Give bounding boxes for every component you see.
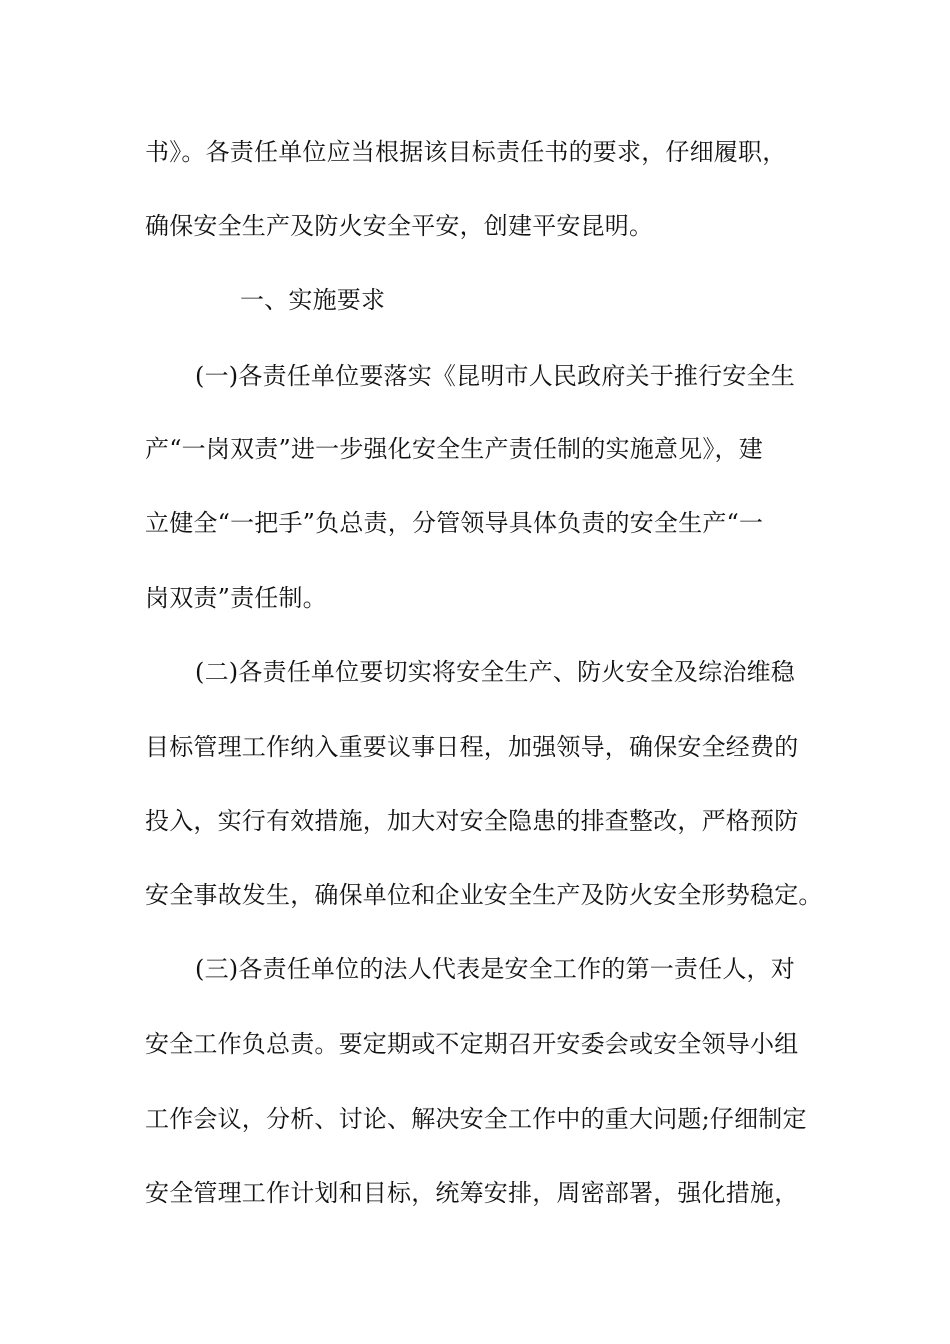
text-line-7: 岗双责”责任制。 [145, 584, 327, 612]
text-line-15: 安全管理工作计划和目标，统筹安排，周密部署，强化措施， [145, 1179, 799, 1207]
text-line-6: 立健全“一把手”负总责，分管领导具体负责的安全生产“一 [145, 509, 764, 537]
text-line-11: 安全事故发生，确保单位和企业安全生产及防火安全形势稳定。 [145, 881, 823, 909]
text-line-5: 产“一岗双责”进一步强化安全生产责任制的实施意见》，建 [145, 435, 763, 463]
text-line-14: 工作会议，分析、讨论、解决安全工作中的重大问题;仔细制定 [145, 1105, 807, 1133]
text-line-9: 目标管理工作纳入重要议事日程，加强领导，确保安全经费的 [145, 733, 799, 761]
text-line-12: (三)各责任单位的法人代表是安全工作的第一责任人，对 [195, 955, 795, 983]
text-line-10: 投入，实行有效措施，加大对安全隐患的排查整改，严格预防 [145, 807, 799, 835]
text-line-4: (一)各责任单位要落实《昆明市人民政府关于推行安全生 [195, 362, 795, 390]
text-line-1: 书》。各责任单位应当根据该目标责任书的要求，仔细履职， [145, 138, 787, 166]
text-line-2: 确保安全生产及防火安全平安，创建平安昆明。 [145, 212, 654, 240]
text-line-8: (二)各责任单位要切实将安全生产、防火安全及综治维稳 [195, 658, 795, 686]
text-line-13: 安全工作负总责。要定期或不定期召开安委会或安全领导小组 [145, 1030, 799, 1058]
section-heading: 一、实施要求 [240, 286, 386, 314]
